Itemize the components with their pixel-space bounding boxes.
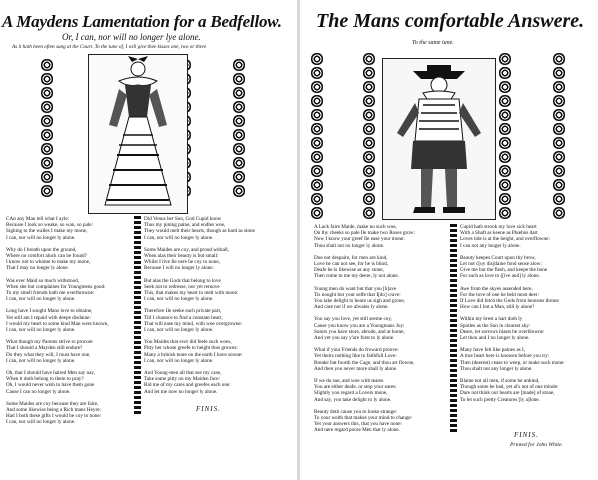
verse-stanza bbox=[6, 247, 109, 272]
verse-line: Deare, let sorrows blasts be overblowne: bbox=[460, 328, 545, 335]
ornament-cell bbox=[40, 170, 54, 184]
verse-line: Cupid hath strook my love sick heart bbox=[460, 224, 537, 230]
right-border-outer-left bbox=[310, 52, 324, 222]
verse-line: Dare not think our hearts are [made] of stone, bbox=[460, 390, 555, 397]
ornament-cell bbox=[40, 100, 54, 114]
ornament-cell bbox=[552, 52, 566, 66]
verse-line: Seek not to redresse, nor yet remove bbox=[144, 283, 220, 290]
verse-line: I can, nor will no longer ly alone. bbox=[144, 296, 214, 303]
right-border-inner-right bbox=[498, 52, 512, 222]
verse-stanza bbox=[144, 339, 255, 364]
ornament-cell bbox=[40, 114, 54, 128]
verse-line: Thus my pining paine, and endles woe, bbox=[144, 222, 226, 229]
verse-line: CAn any Man tell what I ayle: bbox=[6, 216, 70, 222]
ornament-cell bbox=[40, 142, 54, 156]
ornament-cell bbox=[362, 108, 376, 122]
ornament-cell bbox=[310, 136, 324, 150]
verse-line: And some likewise being a Rich mans Heyre: bbox=[6, 407, 101, 414]
ornament-cell bbox=[310, 52, 324, 66]
maiden-woodcut-image bbox=[88, 54, 188, 214]
verse-line: I can, nor will no longer ly alone. bbox=[144, 234, 214, 241]
right-verse-col2 bbox=[460, 224, 565, 409]
left-border-outer bbox=[40, 58, 54, 208]
ornament-cell bbox=[552, 150, 566, 164]
ornament-cell bbox=[498, 80, 512, 94]
ornament-cell bbox=[362, 150, 376, 164]
verse-line: You are either deafe, or stop your eares: bbox=[314, 384, 397, 391]
verse-line: When alas their beauty is but small: bbox=[144, 253, 219, 260]
verse-line: And yet you say y'are forst to ly alone. bbox=[314, 335, 395, 342]
verse-line: And nere regard poore Men that ly alone. bbox=[314, 427, 400, 434]
left-column-divider bbox=[134, 216, 141, 416]
ornament-cell bbox=[362, 192, 376, 206]
verse-line: With a Shaft as keene as Phœbus dart bbox=[460, 230, 538, 237]
verse-line: Spotles as the Sun in clearest sky: bbox=[460, 322, 531, 329]
verse-line: But alas the Gods that belong to love bbox=[144, 277, 221, 284]
verse-line: Thou shalt not no longer ly alone. bbox=[314, 242, 385, 249]
ornament-cell bbox=[498, 206, 512, 220]
verse-line: That will ease my mind, with woe overgrowne: bbox=[144, 320, 243, 327]
verse-stanza bbox=[6, 339, 109, 364]
verse-stanza bbox=[6, 401, 109, 426]
ornament-cell bbox=[552, 136, 566, 150]
verse-stanza bbox=[314, 378, 415, 403]
printer-imprint: Printed for John White. bbox=[510, 442, 563, 448]
ornament-cell bbox=[498, 192, 512, 206]
verse-line: Let thou and I no longer ly alone. bbox=[460, 335, 530, 342]
verse-line: Breake but foorth the Cage, and thou art flowne, bbox=[314, 359, 415, 366]
verse-line: And Young-men all that see my case, bbox=[144, 370, 222, 377]
verse-line: And then you never more shall ly alone. bbox=[314, 365, 398, 372]
left-page bbox=[0, 0, 298, 480]
verse-stanza bbox=[144, 278, 255, 303]
verse-line: That I may no longer ly alone. bbox=[6, 265, 69, 272]
verse-line: Deafe he is likewise as any stone, bbox=[314, 267, 384, 274]
ornament-cell bbox=[232, 58, 246, 72]
ornament-cell bbox=[552, 164, 566, 178]
ornament-cell bbox=[310, 192, 324, 206]
ornament-cell bbox=[498, 66, 512, 80]
verse-line: Oh, I would never wish to have them gone bbox=[6, 382, 95, 389]
verse-line: What if your Friends do froward proove: bbox=[314, 347, 399, 354]
verse-line: Because I look so weake, so wan, so pale: bbox=[6, 222, 94, 229]
verse-line: Where no comfort aluck can be found? bbox=[6, 253, 87, 260]
ornament-cell bbox=[232, 72, 246, 86]
verse-stanza bbox=[314, 286, 415, 311]
verse-line: Young men do want but that you [h]ave bbox=[314, 285, 397, 292]
left-border-right bbox=[232, 58, 246, 208]
ornament-cell bbox=[232, 156, 246, 170]
ornament-cell bbox=[552, 192, 566, 206]
verse-line: Some Maides are coy because they are faire, bbox=[6, 400, 99, 407]
verse-line: Why do I breath upon the ground, bbox=[6, 246, 77, 253]
verse-line: Then come to me my deere, ly not alone. bbox=[314, 273, 399, 280]
verse-line: Take some pitty on my Maiden face: bbox=[144, 376, 220, 383]
ornament-cell bbox=[232, 184, 246, 198]
verse-stanza bbox=[6, 308, 109, 333]
ornament-cell bbox=[498, 122, 512, 136]
verse-line: I can, nor will no longer ly alone. bbox=[6, 357, 76, 364]
verse-line: Sutors you have store, abrode, and at home, bbox=[314, 328, 405, 335]
verse-line: That I should a Mayden still endure? bbox=[6, 345, 83, 352]
ornament-cell bbox=[310, 150, 324, 164]
verse-line: Cause you know you are a Youngmans Joy: bbox=[314, 322, 405, 329]
verse-stanza bbox=[314, 255, 415, 280]
verse-line: Many a brinish teare on the earth I have sowne: bbox=[144, 351, 243, 358]
man-woodcut-image bbox=[382, 58, 496, 220]
ornament-cell bbox=[498, 136, 512, 150]
ornament-cell bbox=[552, 122, 566, 136]
ornament-cell bbox=[310, 122, 324, 136]
right-page bbox=[300, 0, 598, 480]
verse-stanza bbox=[314, 316, 415, 341]
verse-stanza bbox=[144, 247, 255, 272]
verse-line: To my smell friends hath me overthrowne: bbox=[6, 290, 95, 297]
ornament-cell bbox=[310, 178, 324, 192]
ornament-cell bbox=[40, 86, 54, 100]
ornament-cell bbox=[310, 80, 324, 94]
verse-line: How can I but a Man, still ly alone? bbox=[460, 304, 535, 311]
verse-stanza bbox=[460, 316, 565, 341]
verse-line: If we do sue, and woe with teares bbox=[314, 378, 384, 385]
verse-line: To let such pretty Creatures [ly a]lone. bbox=[460, 396, 540, 403]
right-title: The Mans comfortable Answere. bbox=[316, 10, 585, 32]
ornament-cell bbox=[362, 66, 376, 80]
verse-stanza bbox=[314, 409, 415, 434]
ornament-cell bbox=[362, 136, 376, 150]
ornament-cell bbox=[310, 206, 324, 220]
verse-line: For the love of one he held most deer: bbox=[460, 291, 539, 298]
verse-line: Yet still am I repaid with deepe disdaine: bbox=[6, 314, 91, 321]
left-finis: FINIS. bbox=[196, 405, 221, 413]
verse-line: Doe not despaire, for men are kind, bbox=[314, 254, 388, 261]
verse-line: Tis nought but your selfe that I[do] crave: bbox=[314, 291, 401, 298]
verse-line: And care not if we alwaies ly alone. bbox=[314, 304, 389, 311]
verse-line: A true heart here is knowen before you try: bbox=[460, 353, 550, 360]
verse-line: I can, nor will no longer ly alone. bbox=[6, 327, 76, 334]
verse-line: I can, nor will no longer ly alone. bbox=[6, 419, 76, 426]
verse-stanza bbox=[460, 255, 565, 280]
ornament-cell bbox=[40, 72, 54, 86]
ornament-cell bbox=[362, 164, 376, 178]
ornament-cell bbox=[232, 142, 246, 156]
verse-stanza bbox=[460, 286, 565, 311]
verse-line: Let not c[oy dis]daine fond sense alow: bbox=[460, 261, 542, 268]
ornament-cell bbox=[40, 58, 54, 72]
verse-line: You take delight to heare us sigh and grone, bbox=[314, 298, 405, 305]
left-tune-line: As it hath been often sung at the Court. To the tune of, I will give thee kisses one, two or three bbox=[12, 44, 207, 50]
ornament-cell bbox=[552, 66, 566, 80]
ornament-cell bbox=[232, 170, 246, 184]
verse-stanza bbox=[144, 216, 255, 241]
verse-line: Beauty doth cause you to looke strange: bbox=[314, 408, 397, 415]
ornament-cell bbox=[232, 100, 246, 114]
verse-line: I can, nor will no longer ly alone. bbox=[144, 327, 214, 334]
ornament-cell bbox=[362, 178, 376, 192]
verse-stanza bbox=[144, 370, 255, 395]
ornament-cell bbox=[362, 206, 376, 220]
verse-line: Yet theirs nothing like to faithfull Love: bbox=[314, 353, 397, 360]
verse-line: To your welth that makes your mind to change: bbox=[314, 415, 413, 422]
verse-line: Then (deerest) cease to weep, or make such mone: bbox=[460, 359, 565, 366]
verse-line: I can not any longer ly alone. bbox=[460, 242, 521, 249]
verse-line: Did Venus her Son, God Cupid know bbox=[144, 216, 222, 222]
verse-line: Within my brest a hart doth ly bbox=[460, 316, 523, 323]
ornament-cell bbox=[310, 108, 324, 122]
ornament-cell bbox=[498, 94, 512, 108]
ornament-cell bbox=[40, 128, 54, 142]
ornament-cell bbox=[232, 86, 246, 100]
verse-line: They would melt their hearts, though as hard as stone bbox=[144, 228, 255, 235]
right-verse-col1 bbox=[314, 224, 415, 440]
verse-line: What though my Parents strive to procure bbox=[6, 339, 93, 346]
verse-stanza bbox=[314, 347, 415, 372]
ornament-cell bbox=[552, 178, 566, 192]
verse-line: Many have felt like paines as I, bbox=[460, 347, 525, 354]
verse-line: Awe from the skyes assended here, bbox=[460, 285, 533, 292]
ornament-cell bbox=[362, 52, 376, 66]
verse-line: For such as love to ([ive and] ly alone. bbox=[460, 273, 540, 280]
verse-line: When it doth belong to them to pray? bbox=[6, 376, 84, 383]
right-tune-line: To the same tune. bbox=[412, 40, 454, 46]
left-title: A Maydens Lamentation for a Bedfellow. bbox=[2, 12, 282, 31]
right-column-divider bbox=[450, 224, 457, 434]
left-verse-col2 bbox=[144, 216, 255, 401]
verse-line: Thou shalt not any longer ly alone. bbox=[460, 365, 533, 372]
verse-line: Pitty her whose greefe to height thus growes: bbox=[144, 345, 238, 352]
verse-line: You Maides that ever did feele such woes, bbox=[144, 339, 232, 346]
verse-line: Slightly you regard a Lovers mone, bbox=[314, 390, 388, 397]
verse-stanza bbox=[314, 224, 415, 249]
verse-line: And let me now no longer ly alone. bbox=[144, 388, 218, 395]
verse-line: Love he can not see, for he is blind, bbox=[314, 261, 389, 268]
ornament-cell bbox=[40, 184, 54, 198]
ornament-cell bbox=[310, 164, 324, 178]
verse-line: Some Maides are coy, and proud withall, bbox=[144, 246, 229, 253]
verse-line: I know not to whome to make my mone, bbox=[6, 259, 91, 266]
verse-line: If Love did fetch the Gods from heavens throne bbox=[460, 298, 559, 305]
verse-line: Though some be bad, yet al's not of one minde: bbox=[460, 384, 559, 391]
ornament-cell bbox=[362, 80, 376, 94]
verse-line: This, that makes my heart to melt with mone: bbox=[144, 290, 239, 297]
verse-line: Had I both these gifts I would be coy to none: bbox=[6, 413, 102, 420]
ornament-cell bbox=[498, 150, 512, 164]
ornament-cell bbox=[498, 108, 512, 122]
verse-line: Loves tide is at the height, and overflowne: bbox=[460, 236, 550, 243]
verse-stanza bbox=[6, 216, 109, 241]
verse-line: Because I will no longer ly alone. bbox=[144, 265, 214, 272]
ornament-cell bbox=[552, 206, 566, 220]
verse-line: Oh, that I should have hatred Men say nay, bbox=[6, 370, 95, 377]
verse-line: Long have I sought Mans love to obtaine, bbox=[6, 308, 93, 315]
ornament-cell bbox=[552, 108, 566, 122]
verse-line: I can, nor will no longer ly alone. bbox=[6, 296, 76, 303]
right-border-outer-right bbox=[552, 52, 566, 222]
verse-line: Yet your answers this, that you have none: bbox=[314, 421, 402, 428]
right-border-inner-left bbox=[362, 52, 376, 222]
ornament-cell bbox=[552, 80, 566, 94]
verse-stanza bbox=[6, 278, 109, 303]
maiden-figure-icon bbox=[89, 55, 187, 213]
verse-line: On thy cheeks so pale Ile make two Roses grow: bbox=[314, 230, 415, 237]
ornament-cell bbox=[310, 66, 324, 80]
verse-line: Was ever Maid so much withstood, bbox=[6, 277, 80, 284]
verse-line: And say, you take delight to ly alone. bbox=[314, 396, 392, 403]
ornament-cell bbox=[40, 156, 54, 170]
verse-line: Till I chaunce to find a constant heart, bbox=[144, 314, 223, 321]
verse-line: A Lack faire Maide, make no such woe, bbox=[314, 224, 397, 230]
ornament-cell bbox=[498, 52, 512, 66]
verse-line: Do they what they will, I must have one, bbox=[6, 351, 91, 358]
ornament-cell bbox=[362, 122, 376, 136]
verse-line: Beauty keepes Court upon thy brow, bbox=[460, 254, 536, 261]
man-figure-icon bbox=[383, 59, 495, 219]
verse-stanza bbox=[144, 308, 255, 333]
ornament-cell bbox=[498, 164, 512, 178]
verse-line: Whilst I live Ile nere be coy to none, bbox=[144, 259, 220, 266]
verse-stanza bbox=[460, 347, 565, 372]
right-finis: FINIS. bbox=[514, 431, 539, 439]
verse-line: I would my heart to some kind Man were known, bbox=[6, 320, 109, 327]
verse-line: Therefore Ile seeke each private part, bbox=[144, 308, 222, 315]
verse-line: Now I know your greef Ile ease your mone: bbox=[314, 236, 405, 243]
verse-line: You say you love, yet still seeme coy, bbox=[314, 316, 392, 323]
verse-stanza bbox=[460, 378, 565, 403]
left-subtitle: Or, I can, nor will no longer lye alone. bbox=[62, 32, 201, 42]
verse-stanza bbox=[460, 224, 565, 249]
ornament-cell bbox=[232, 114, 246, 128]
verse-line: When she but complaines for Youngmens good: bbox=[6, 283, 106, 290]
ornament-cell bbox=[498, 178, 512, 192]
verse-line: Sighing to the walles I make my mone, bbox=[6, 228, 88, 235]
verse-line: Blame not all men, if some be unkind, bbox=[460, 378, 540, 385]
verse-stanza bbox=[6, 370, 109, 395]
left-verse-col1 bbox=[6, 216, 109, 432]
ornament-cell bbox=[362, 94, 376, 108]
verse-line: Cause I can no longer ly alone. bbox=[6, 388, 71, 395]
ornament-cell bbox=[552, 94, 566, 108]
verse-line: Give me but the flesh, and keepe the bone bbox=[460, 267, 548, 274]
verse-line: Rid me of my cares and greefes each one: bbox=[144, 382, 231, 389]
verse-line: I can, nor will no longer ly alone. bbox=[6, 234, 76, 241]
verse-line: I can, nor will no longer ly alone. bbox=[144, 357, 214, 364]
ornament-cell bbox=[310, 94, 324, 108]
ornament-cell bbox=[232, 128, 246, 142]
